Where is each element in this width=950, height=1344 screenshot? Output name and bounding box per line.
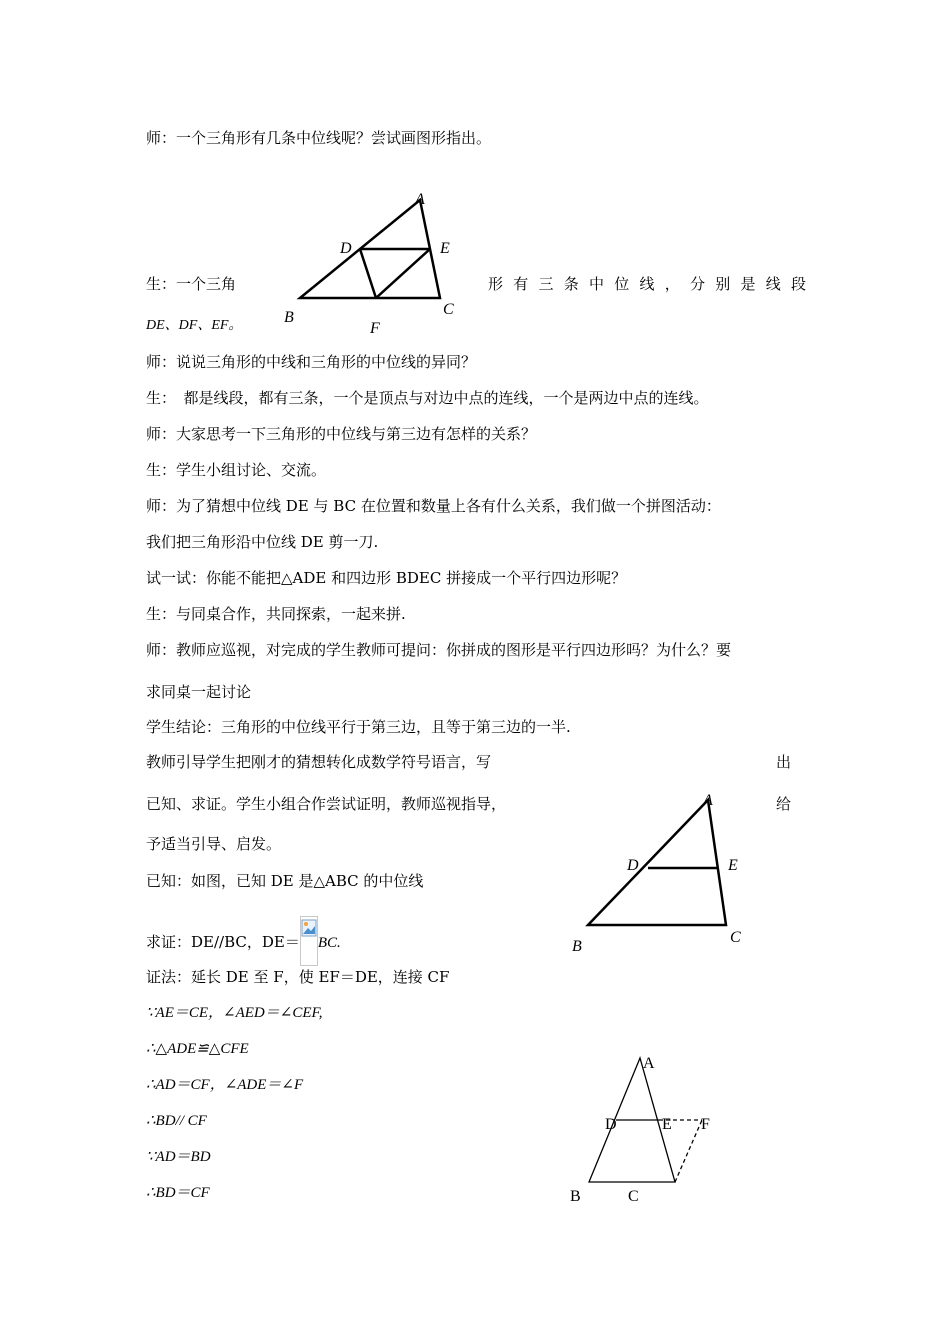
text-line-10: 生：与同桌合作，共同探索，一起来拼. xyxy=(146,605,406,623)
text-line-1: 师：一个三角形有几条中位线呢？尝试画图形指出。 xyxy=(146,129,492,147)
text-line-17: 已知：如图，已知 DE 是△ABC 的中位线 xyxy=(146,872,424,890)
label-b: B xyxy=(570,1188,581,1205)
text-line-11: 师：教师应巡视，对完成的学生教师可提问：你拼成的图形是平行四边形吗？为什么？要 xyxy=(146,641,732,659)
text-line-20: ∵AE＝CE，∠AED＝∠CEF, xyxy=(146,1005,323,1021)
label-a: A xyxy=(415,191,425,208)
label-c: C xyxy=(443,301,454,318)
label-e: E xyxy=(440,240,450,257)
text-line-8: 我们把三角形沿中位线 DE 剪一刀. xyxy=(146,533,379,551)
text-line-3: 师：说说三角形的中线和三角形的中位线的异同？ xyxy=(146,353,477,371)
text-line-12: 求同桌一起讨论 xyxy=(146,683,252,701)
text-line-19: 证法：延长 DE 至 F，使 EF＝DE，连接 CF xyxy=(146,968,450,986)
text-line-21: ∴△ADE≌△CFE xyxy=(146,1041,249,1057)
midline-df xyxy=(360,249,376,298)
label-d: D xyxy=(340,240,352,257)
text-line-18a: 求证：DE//BC，DE＝ xyxy=(146,933,300,951)
label-d: D xyxy=(605,1116,617,1133)
text-line-4: 生： 都是线段，都有三条，一个是顶点与对边中点的连线，一个是两边中点的连线。 xyxy=(146,389,709,407)
label-c: C xyxy=(628,1188,639,1205)
segment-cf-dashed xyxy=(675,1120,702,1182)
label-e: E xyxy=(728,857,738,874)
text-line-16: 予适当引导、启发。 xyxy=(146,835,282,853)
text-line-25: ∴BD＝CF xyxy=(146,1185,210,1201)
label-a: A xyxy=(703,792,713,809)
label-f: F xyxy=(701,1116,710,1133)
text-line-15a: 已知、求证。学生小组合作尝试证明，教师巡视指导， xyxy=(146,795,507,813)
text-line-5: 师：大家思考一下三角形的中位线与第三边有怎样的关系？ xyxy=(146,425,537,443)
text-line-18 xyxy=(146,918,341,968)
text-line-24: ∵AD＝BD xyxy=(146,1149,211,1165)
label-d: D xyxy=(627,857,639,874)
text-line-9: 试一试：你能不能把△ADE 和四边形 BDEC 拼接成一个平行四边形呢？ xyxy=(146,569,627,587)
text-line-13: 学生结论：三角形的中位线平行于第三边，且等于第三边的一半. xyxy=(146,718,571,736)
text-line-2c: DE、DF、EF。 xyxy=(146,318,243,333)
text-line-18b: BC. xyxy=(317,935,341,951)
text-line-23: ∴BD// CF xyxy=(146,1113,207,1129)
fraction-image-placeholder xyxy=(300,916,318,966)
midline-ef xyxy=(376,249,430,298)
triangle-abc xyxy=(588,800,726,925)
label-a: A xyxy=(643,1055,655,1072)
figure-proof xyxy=(565,1050,725,1210)
text-line-6: 生：学生小组讨论、交流。 xyxy=(146,461,327,479)
text-line-2a: 生：一个三角 xyxy=(146,275,237,293)
text-line-7: 师：为了猜想中位线 DE 与 BC 在位置和数量上各有什么关系，我们做一个拼图活动： xyxy=(146,497,721,515)
text-line-22: ∴AD＝CF，∠ADE＝∠F xyxy=(146,1077,304,1093)
text-line-14b: 出 xyxy=(776,753,792,771)
figure-triangle-midlines xyxy=(270,180,490,340)
label-c: C xyxy=(730,929,741,946)
label-b: B xyxy=(284,309,294,326)
label-b: B xyxy=(572,938,582,955)
text-line-14a: 教师引导学生把刚才的猜想转化成数学符号语言，写 xyxy=(146,753,492,771)
figure-triangle-de xyxy=(560,785,760,960)
label-f: F xyxy=(370,320,380,337)
label-e: E xyxy=(662,1116,672,1133)
text-line-2b: 形 有 三 条 中 位 线 ， 分 别 是 线 段 xyxy=(488,275,806,293)
text-line-15b: 给 xyxy=(776,795,792,813)
